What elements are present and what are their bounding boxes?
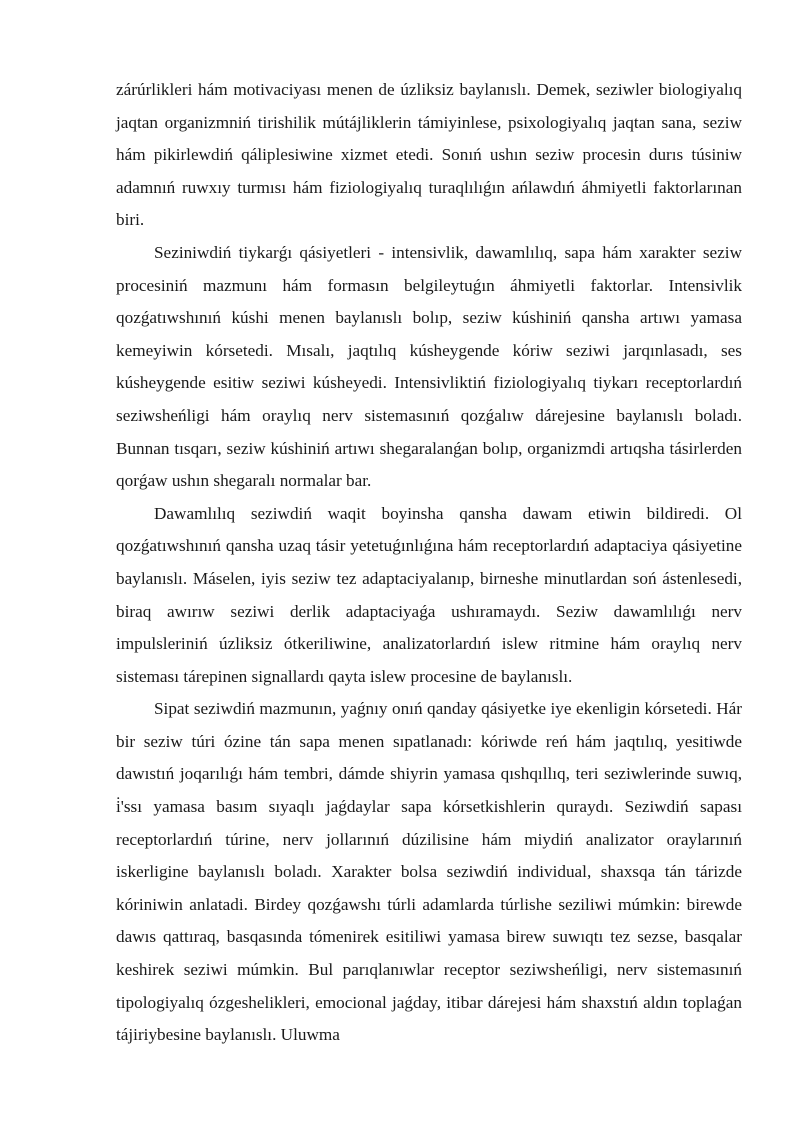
paragraph-continuation: zárúrlikleri hám motivaciyası menen de úzliksiz baylanıslı. Demek, seziwler biologiyalıq jaqtan organizmniń tirishilik mútájliklerin támiyinlese, psixologiyalıq jaqtan sana, seziw hám pikirlewdiń qáliplesiwine xizmet etedi. Sonıń ushın seziw procesin durıs túsiniw adamnıń ruwxıy turmısı hám fiziologiyalıq turaqlılıǵın ańlawdıń áhmiyetli faktorlarınan biri. <box>116 80 742 230</box>
paragraph-duration: Dawamlılıq seziwdiń waqit boyinsha qansha dawam etiwin bildiredi. Ol qozǵatıwshınıń qansha uzaq tásir yetetuǵınlıǵına hám receptorlardıń adaptaciya qásiyetine baylanıslı. Máselen, iyis seziw tez adaptaciyalanıp, birneshe minutlardan soń ástenlesedi, biraq awırıw seziwi derlik adaptaciyaǵa ushıramaydı. Seziw dawamlılıǵı nerv impulsleriniń úzliksiz ótkeriliwine, analizatorlardıń islew ritmine hám oraylıq nerv sisteması tárepinen signallardı qayta islew procesine de baylanıslı. <box>116 503 742 686</box>
paragraph-quality: Sipat seziwdiń mazmunın, yaǵnıy onıń qanday qásiyetke iye ekenligin kórsetedi. Hár bir seziw túri ózine tán sapa menen sıpatlanadı: kóriwde reń hám jaqtılıq, yesitiwde dawıstıń joqarılıǵı hám tembri, dámde shiyrin yamasa qıshqıllıq, teri seziwlerinde suwıq, i̇'ssı yamasa basım sıyaqlı jaǵdaylar sapa kórsetkishlerin quraydı. Seziwdiń sapası receptorlardıń túrine, nerv jollarınıń dúzilisine hám miydiń analizator oraylarınıń iskerligine baylanıslı boladı. Xarakter bolsa seziwdiń individual, shaxsqa tán tárizde kóriniwin anlatadi. Birdey qozǵawshı túrli adamlarda túrlishe seziliwi múmkin: birewde dawıs qattıraq, basqasında tómenirek esitiliwi yamasa birew suwıqtı tez sezse, basqalar keshirek seziwi múmkin. Bul parıqlanıwlar receptor seziwsheńligi, nerv sistemasınıń tipologiyalıq ózgeshelikleri, emocional jaǵday, itibar dárejesi hám shaxstıń aldın toplaǵan tájiriybesine baylanıslı. Uluwma <box>116 699 742 1045</box>
document-page <box>116 74 742 1052</box>
paragraph-properties: Seziniwdiń tiykarǵı qásiyetleri - intensivlik, dawamlılıq, sapa hám xarakter seziw procesiniń mazmunı hám formasın belgileytuǵın áhmiyetli faktorlar. Intensivlik qozǵatıwshınıń kúshi menen baylanıslı bolıp, seziw kúshiniń qansha artıwı yamasa kemeyiwin kórsetedi. Mısalı, jaqtılıq kúsheygende kóriw seziwi jarqınlasadı, ses kúsheygende esitiw seziwi kúsheyedi. Intensivliktiń fiziologiyalıq tiykarı receptorlardıń seziwsheńligi hám oraylıq nerv sistemasınıń qozǵalıw dárejesine baylanıslı boladı. Bunnan tısqarı, seziw kúshiniń artıwı shegaralanǵan bolıp, organizmdi artıqsha tásirlerden qorǵaw ushın shegaralı normalar bar. <box>116 242 742 491</box>
